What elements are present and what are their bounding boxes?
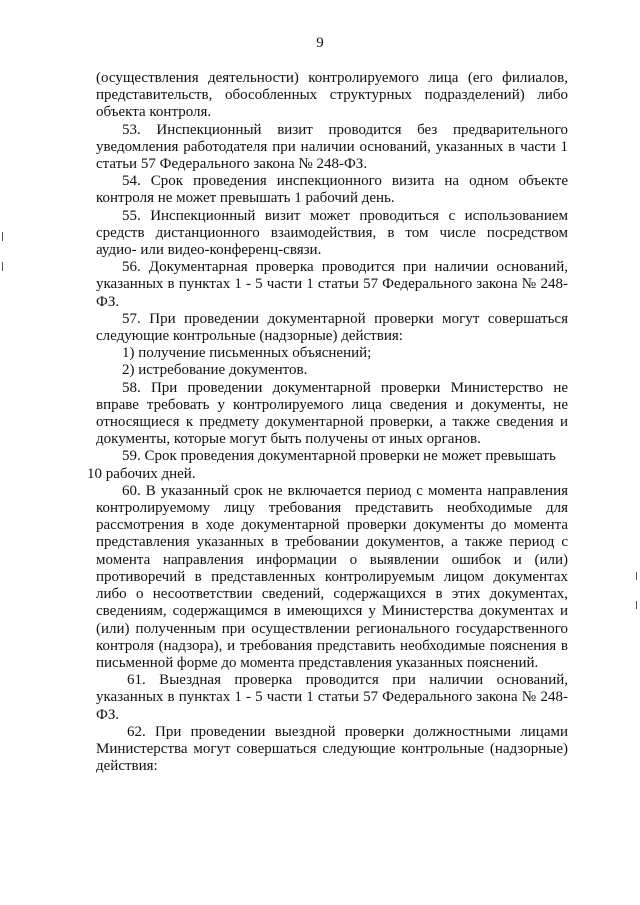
paragraph-59-line2: 10 рабочих дней. <box>87 465 196 482</box>
paragraph-60: 60. В указанный срок не включается период с момента направления контролируемому лицу требования представить необходимые для рассмотрения в ходе документарной проверки документы до момента представления указанных в требовании документов, а также период с момента направления информации о выявлении ошибок и (или) противоречий в представленных контролируемым лицом документах либо о несоответствии сведений, содержащихся в этих документах, сведениям, содержащимся в имеющихся у Министерства документах и (или) полученным при осуществлении регионального государственного контроля (надзора), и требования представить необходимые пояснения в письменной форме до момента представления указанных пояснений. <box>96 482 568 671</box>
right-edge-mark <box>636 601 637 609</box>
paragraph-continuation: (осуществления деятельности) контролируемого лица (его филиалов, представительств, обособленных структурных подразделений) либо объекта контроля. <box>96 70 568 121</box>
right-edge-mark <box>636 572 637 580</box>
list-item: 1) получение письменных объяснений; <box>122 345 372 362</box>
page-number: 9 <box>316 35 324 51</box>
document-body <box>87 70 568 775</box>
left-edge-mark <box>2 232 3 241</box>
paragraph-53: 53. Инспекционный визит проводится без предварительного уведомления работодателя при наличии оснований, указанных в части 1 статьи 57 Федерального закона № 248-ФЗ. <box>96 121 568 173</box>
left-edge-mark <box>2 262 3 271</box>
paragraph-55: 55. Инспекционный визит может проводиться с использованием средств дистанционного взаимодействия, в том числе посредством аудио- или видео-конференц-связи. <box>96 207 568 259</box>
paragraph-57: 57. При проведении документарной проверки могут совершаться следующие контрольные (надзорные) действия: <box>96 310 568 345</box>
paragraph-54: 54. Срок проведения инспекционного визита на одном объекте контроля не может превышать 1 рабочий день. <box>96 173 568 207</box>
list-item: 2) истребование документов. <box>122 362 308 379</box>
paragraph-56: 56. Документарная проверка проводится при наличии оснований, указанных в пунктах 1 - 5 части 1 статьи 57 Федерального закона № 248-ФЗ. <box>96 259 568 310</box>
paragraph-59-line1: 59. Срок проведения документарной проверки не может превышать <box>122 448 556 465</box>
paragraph-58: 58. При проведении документарной проверки Министерство не вправе требовать у контролируемого лица сведения и документы, не относящиеся к предмету документарной проверки, а также сведения и документы, которые могут быть получены от иных органов. <box>96 379 568 448</box>
paragraph-61: 61. Выездная проверка проводится при наличии оснований, указанных в пунктах 1 - 5 части 1 статьи 57 Федерального закона № 248-ФЗ. <box>96 672 568 723</box>
paragraph-62: 62. При проведении выездной проверки должностными лицами Министерства могут совершаться следующие контрольные (надзорные) действия: <box>96 723 568 775</box>
